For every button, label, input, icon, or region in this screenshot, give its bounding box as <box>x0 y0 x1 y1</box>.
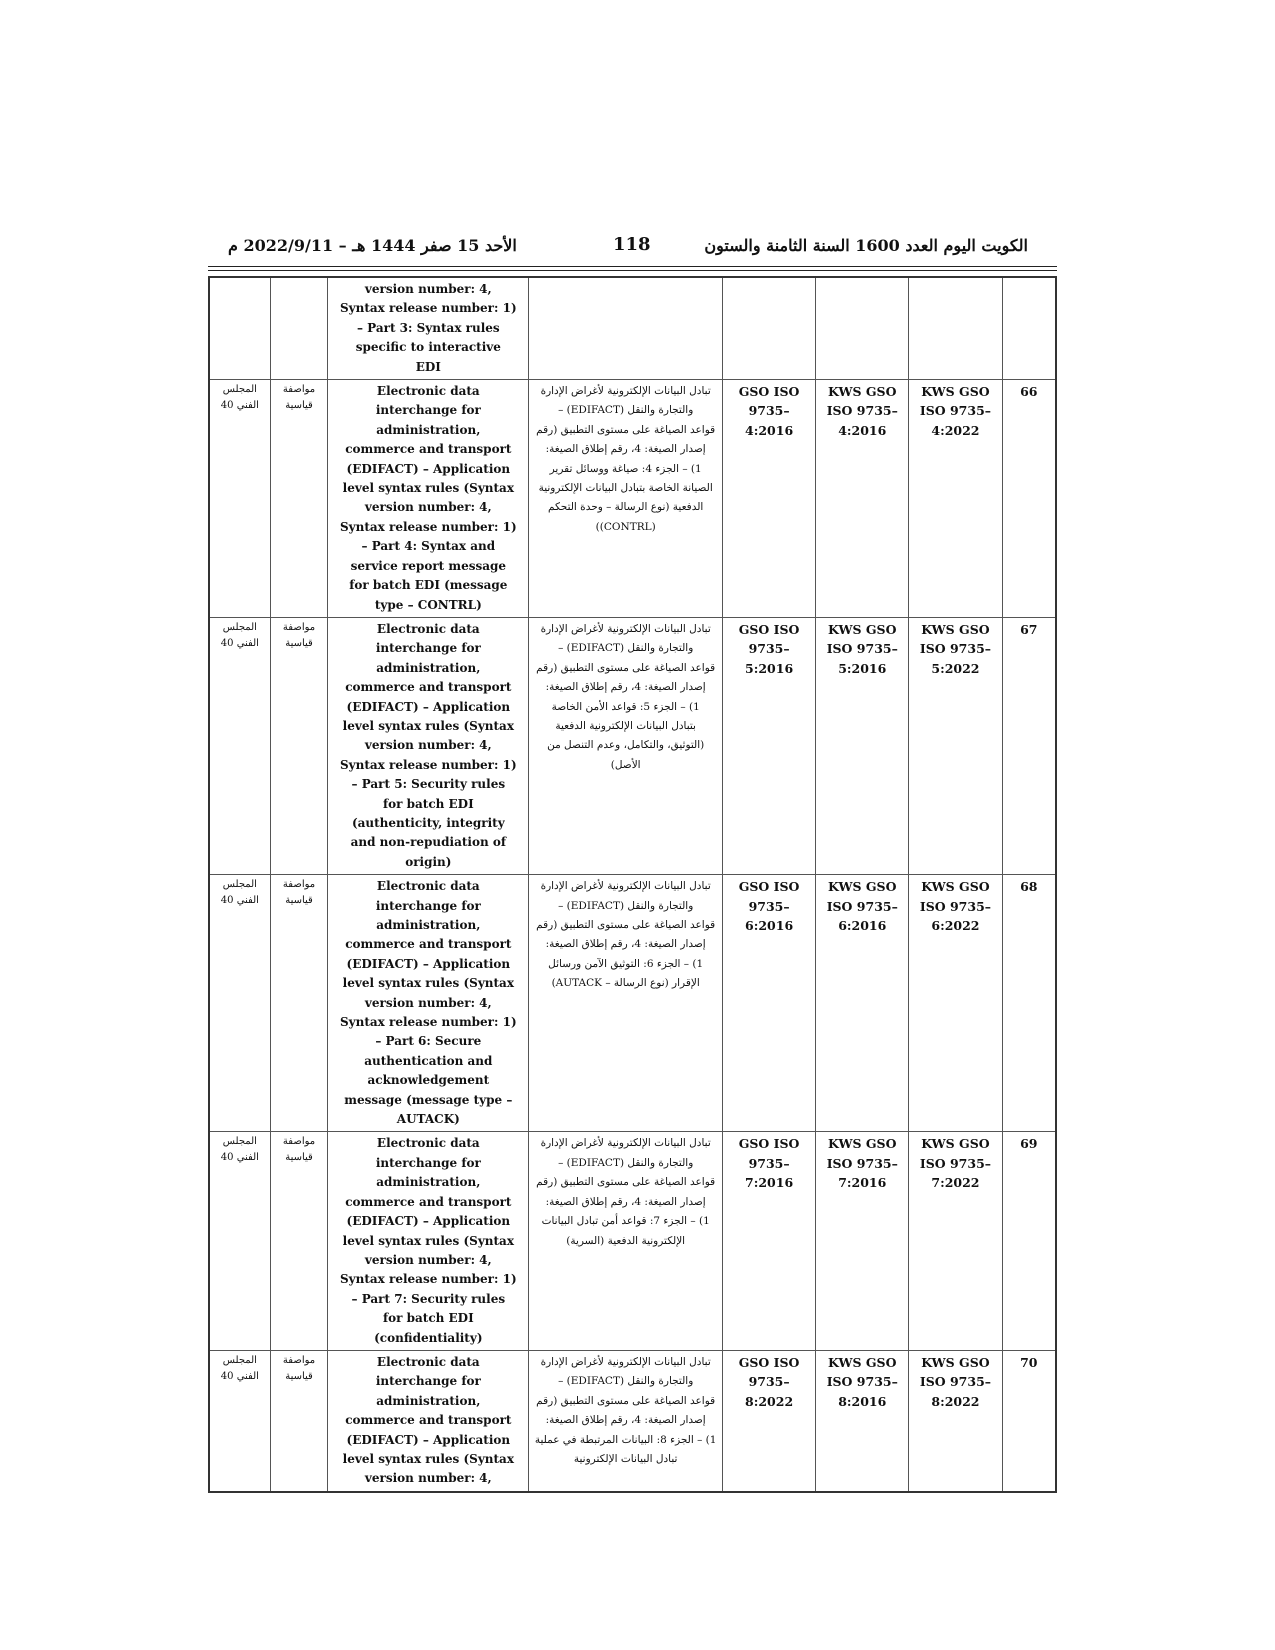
row-number-cell: 68 <box>1002 875 1056 1132</box>
gso-code-cell <box>723 277 816 380</box>
header-date: الأحد 15 صفر 1444 هـ – 2022/9/11 م <box>228 236 517 255</box>
standards-table <box>208 276 1057 1493</box>
header-rule-top <box>208 266 1057 267</box>
row-number-cell: 70 <box>1002 1350 1056 1491</box>
council-cell: المجلس الفني 40 <box>209 380 270 618</box>
type-cell: مواصفة قياسية <box>270 875 328 1132</box>
type-cell: مواصفة قياسية <box>270 1350 328 1491</box>
arabic-title-cell: تبادل البيانات الإلكترونية لأغراض الإدارة والتجارة والنقل (EDIFACT) – قواعد الصياغة على مستوى التطبيق (رقم إصدار الصيغة: 4، رقم إطلاق الصيغة: 1) – الجزء 7: قواعد أمن تبادل البيانات الإلكترونية الدفعية (السرية) <box>529 1132 723 1350</box>
row-number-cell: 67 <box>1002 617 1056 874</box>
header-rule-bottom <box>208 270 1057 271</box>
gso-code-cell: GSO ISO 9735– 6:2016 <box>723 875 816 1132</box>
type-cell: مواصفة قياسية <box>270 617 328 874</box>
english-title-cell: Electronic data interchange for administration, commerce and transport (EDIFACT) – Application level syntax rules (Syntax version number: 4, Syntax release number: 1) – Part 6: Secure authentication and acknowledgement message (message type – AUTACK) <box>328 875 529 1132</box>
council-cell: المجلس الفني 40 <box>209 617 270 874</box>
english-title-cell: Electronic data interchange for administration, commerce and transport (EDIFACT) – Application level syntax rules (Syntax version number: 4, Syntax release number: 1) – Part 4: Syntax and service report message for batch EDI (message type – CONTRL) <box>328 380 529 618</box>
kws-gso-code-cell: KWS GSO ISO 9735– 5:2016 <box>816 617 909 874</box>
type-cell: مواصفة قياسية <box>270 1132 328 1350</box>
gso-code-cell: GSO ISO 9735– 4:2016 <box>723 380 816 618</box>
table-row <box>209 1350 1056 1491</box>
kws-code-cell: KWS GSO ISO 9735– 4:2022 <box>909 380 1002 618</box>
table-row <box>209 380 1056 618</box>
kws-gso-code-cell: KWS GSO ISO 9735– 4:2016 <box>816 380 909 618</box>
gso-code-cell: GSO ISO 9735– 5:2016 <box>723 617 816 874</box>
header-gazette-title: الكويت اليوم العدد 1600 السنة الثامنة والستون <box>704 236 1028 255</box>
type-cell <box>270 277 328 380</box>
row-number-cell: 69 <box>1002 1132 1056 1350</box>
council-cell: المجلس الفني 40 <box>209 1132 270 1350</box>
kws-code-cell: KWS GSO ISO 9735– 7:2022 <box>909 1132 1002 1350</box>
kws-code-cell: KWS GSO ISO 9735– 8:2022 <box>909 1350 1002 1491</box>
page-header <box>228 236 1028 262</box>
arabic-title-cell: تبادل البيانات الإلكترونية لأغراض الإدارة والتجارة والنقل (EDIFACT) – قواعد الصياغة على مستوى التطبيق (رقم إصدار الصيغة: 4، رقم إطلاق الصيغة: 1) – الجزء 5: قواعد الأمن الخاصة بتبادل البيانات الإلكترونية الدفعية (التوثيق، والتكامل، وعدم التنصل من الأصل) <box>529 617 723 874</box>
council-cell <box>209 277 270 380</box>
type-cell: مواصفة قياسية <box>270 380 328 618</box>
kws-gso-code-cell: KWS GSO ISO 9735– 7:2016 <box>816 1132 909 1350</box>
kws-code-cell <box>909 277 1002 380</box>
gso-code-cell: GSO ISO 9735– 8:2022 <box>723 1350 816 1491</box>
council-cell: المجلس الفني 40 <box>209 875 270 1132</box>
table-row <box>209 617 1056 874</box>
row-number-cell <box>1002 277 1056 380</box>
kws-gso-code-cell: KWS GSO ISO 9735– 6:2016 <box>816 875 909 1132</box>
kws-code-cell: KWS GSO ISO 9735– 5:2022 <box>909 617 1002 874</box>
arabic-title-cell: تبادل البيانات الإلكترونية لأغراض الإدارة والتجارة والنقل (EDIFACT) – قواعد الصياغة على مستوى التطبيق (رقم إصدار الصيغة: 4، رقم إطلاق الصيغة: 1) – الجزء 4: صياغة ووسائل تقرير الصيانة الخاصة بتبادل البيانات الإلكترونية الدفعية (نوع الرسالة – وحدة التحكم (CONTRL)) <box>529 380 723 618</box>
arabic-title-cell: تبادل البيانات الإلكترونية لأغراض الإدارة والتجارة والنقل (EDIFACT) – قواعد الصياغة على مستوى التطبيق (رقم إصدار الصيغة: 4، رقم إطلاق الصيغة: 1) – الجزء 8: البيانات المرتبطة في عملية تبادل البيانات الإلكترونية <box>529 1350 723 1491</box>
gso-code-cell: GSO ISO 9735– 7:2016 <box>723 1132 816 1350</box>
table-row-continuation <box>209 277 1056 380</box>
arabic-title-cell <box>529 277 723 380</box>
kws-gso-code-cell: KWS GSO ISO 9735– 8:2016 <box>816 1350 909 1491</box>
english-title-cell: Electronic data interchange for administration, commerce and transport (EDIFACT) – Application level syntax rules (Syntax version number: 4, Syntax release number: 1) – Part 5: Security rules for batch EDI (authenticity, integrity and non-repudiation of origin) <box>328 617 529 874</box>
kws-code-cell: KWS GSO ISO 9735– 6:2022 <box>909 875 1002 1132</box>
english-title-cell: version number: 4, Syntax release number: 1) – Part 3: Syntax rules specific to interactive EDI <box>328 277 529 380</box>
english-title-cell: Electronic data interchange for administration, commerce and transport (EDIFACT) – Application level syntax rules (Syntax version number: 4, <box>328 1350 529 1491</box>
council-cell: المجلس الفني 40 <box>209 1350 270 1491</box>
page-number: 118 <box>613 234 651 255</box>
table-row <box>209 875 1056 1132</box>
row-number-cell: 66 <box>1002 380 1056 618</box>
english-title-cell: Electronic data interchange for administration, commerce and transport (EDIFACT) – Application level syntax rules (Syntax version number: 4, Syntax release number: 1) – Part 7: Security rules for batch EDI (confidentiality) <box>328 1132 529 1350</box>
table-row <box>209 1132 1056 1350</box>
kws-gso-code-cell <box>816 277 909 380</box>
arabic-title-cell: تبادل البيانات الإلكترونية لأغراض الإدارة والتجارة والنقل (EDIFACT) – قواعد الصياغة على مستوى التطبيق (رقم إصدار الصيغة: 4، رقم إطلاق الصيغة: 1) – الجزء 6: التوثيق الآمن ورسائل الإقرار (نوع الرسالة – AUTACK) <box>529 875 723 1132</box>
